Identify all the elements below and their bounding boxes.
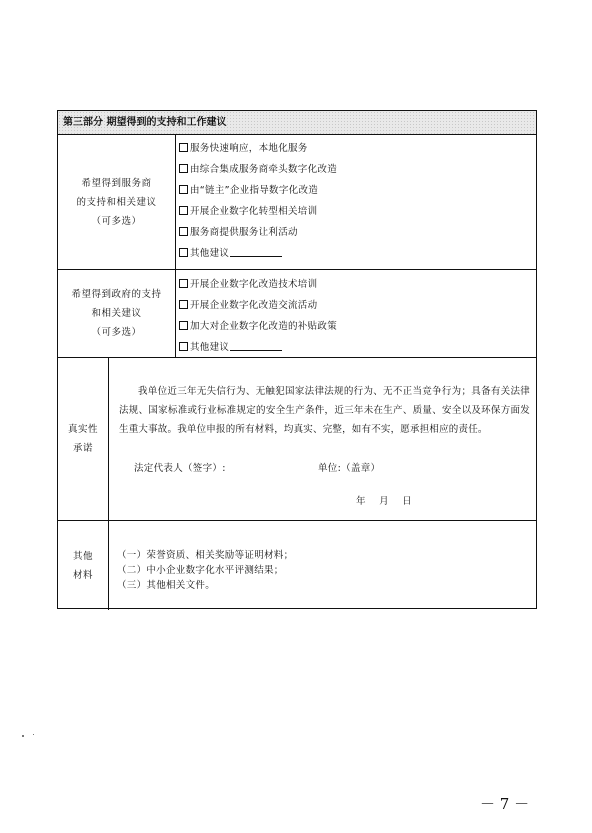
checkbox[interactable] [179,342,188,351]
scan-speck [22,735,24,737]
option-label: 服务快速响应，本地化服务 [190,143,308,154]
checkbox[interactable] [179,300,188,309]
checkbox[interactable] [179,248,188,257]
unit-seal: 单位:（盖章） [318,463,381,474]
label-line: 希望得到政府的支持 [71,289,162,300]
label-line: 真实性 [67,424,98,435]
checkbox[interactable] [179,206,188,215]
service-support-options [176,135,536,269]
checkbox[interactable] [179,143,188,152]
option-label: 开展企业数字化改造交流活动 [190,300,318,311]
material-item: （三）其他相关文件。 [117,580,216,591]
commitment-text: 我单位近三年无失信行为、无触犯国家法律法规的行为、无不正当竞争行为；具备有关法律法规、国家标准或行业标准规定的安全生产条件，近三年未在生产、质量、安全以及环保方面发生重大事故。我单位申报的所有材料，均真实、完整，如有不实，愿承担相应的责任。 [119,386,530,435]
application-form-table [57,110,537,609]
option-label: 开展企业数字化转型相关培训 [190,206,318,217]
other-materials-content [109,521,536,610]
gov-option[interactable] [179,276,317,290]
checkbox[interactable] [179,279,188,288]
option-label: 其他建议 [190,248,230,259]
scan-speck [33,734,34,735]
other-materials-label [58,521,109,610]
service-support-label [58,135,176,269]
commitment-row [58,358,536,521]
page-number: － 7 － [480,795,530,813]
gov-support-row [58,270,536,358]
checkbox[interactable] [179,227,188,236]
commitment-date: 年 月 日 [356,496,412,507]
label-line: 和相关建议 [91,308,142,319]
service-support-row [58,135,536,270]
checkbox[interactable] [179,164,188,173]
service-option[interactable] [179,203,317,217]
section-title: 第三部分 期望得到的支持和工作建议 [58,111,536,135]
option-label: 服务商提供服务让利活动 [190,227,298,238]
label-line: 的支持和相关建议 [76,196,157,208]
service-option[interactable] [179,140,308,154]
checkbox[interactable] [179,321,188,330]
label-line: 材料 [72,569,93,581]
material-item: （一）荣誉资质、相关奖励等证明材料； [117,550,294,561]
label-line: 其他 [72,550,93,562]
material-item: （二）中小企业数字化水平评测结果； [117,565,284,576]
label-line: （可多选） [91,327,142,338]
label-line: （可多选） [91,215,142,227]
service-option[interactable] [179,224,298,238]
label-line: 希望得到服务商 [81,177,152,189]
other-suggestion-field[interactable] [230,341,282,351]
label-line: 承诺 [72,443,93,454]
other-suggestion-field[interactable] [230,247,282,257]
gov-support-label [58,270,176,357]
service-option[interactable] [179,161,337,175]
option-label: 其他建议 [190,342,230,353]
service-option[interactable] [179,182,318,196]
option-label: 由“链主”企业指导数字化改造 [190,185,319,196]
other-materials-row [58,521,536,610]
gov-option[interactable] [179,318,337,332]
legal-rep-signature: 法定代表人（签字）: [134,463,226,474]
option-label: 由综合集成服务商牵头数字化改造 [190,164,338,175]
commitment-label [58,358,109,520]
gov-option-other[interactable] [179,339,282,353]
gov-option[interactable] [179,297,317,311]
service-option-other[interactable] [179,245,282,259]
checkbox[interactable] [179,185,188,194]
commitment-content [109,358,536,520]
option-label: 加大对企业数字化改造的补贴政策 [190,321,338,332]
gov-support-options [176,270,536,357]
option-label: 开展企业数字化改造技术培训 [190,279,318,290]
